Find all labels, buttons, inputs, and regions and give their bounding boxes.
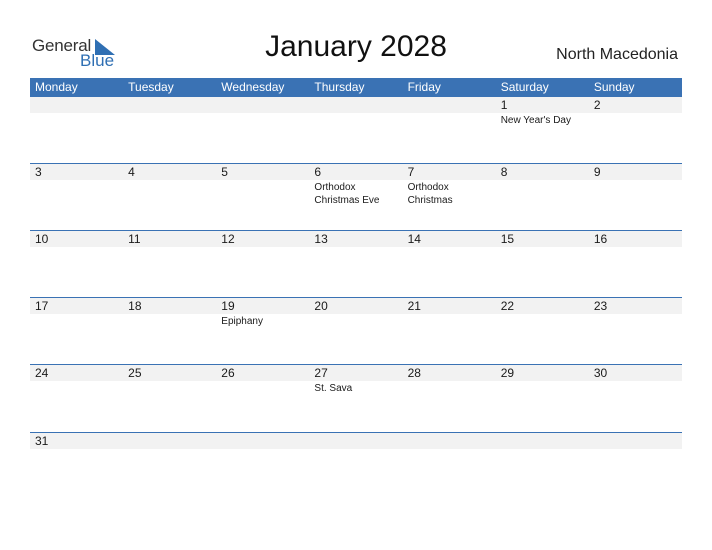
day-cell [309,365,402,395]
day-cell [123,365,216,395]
day-number [221,433,309,449]
holiday-label: St. Sava [314,383,353,394]
day-number: 15 [500,232,515,246]
day-number [408,97,496,113]
day-cell [496,433,589,449]
day-cell [496,231,589,247]
day-cell [30,97,123,127]
day-number [128,97,216,113]
weekday-tuesday: Tuesday [128,80,174,94]
day-number: 18 [128,299,142,313]
day-cell [30,164,123,207]
day-cell [309,164,402,207]
weekday-wednesday: Wednesday [221,80,285,94]
day-number: 31 [35,434,49,448]
day-cell [496,365,589,395]
day-number: 26 [221,366,235,380]
week-row [30,96,682,163]
day-cell [309,298,402,328]
day-cell [496,97,589,127]
day-cell [403,231,496,247]
day-cell [496,298,589,328]
day-number [128,433,216,449]
day-number: 19 [221,299,235,313]
day-number: 8 [500,165,508,179]
day-cell [309,433,402,449]
day-number: 29 [500,366,515,380]
day-cell [123,97,216,127]
day-number: 13 [314,232,328,246]
day-number [408,433,496,449]
day-number: 7 [407,165,415,179]
weekday-monday: Monday [35,80,78,94]
day-number: 23 [593,299,608,313]
week-row [30,432,682,453]
day-number: 30 [593,366,608,380]
day-number [501,433,589,449]
weekday-header [30,78,682,96]
day-number: 9 [593,165,601,179]
day-cell [123,164,216,207]
week-row [30,297,682,364]
day-cell [216,365,309,395]
weekday-sunday: Sunday [593,80,635,94]
day-number: 14 [407,232,421,246]
day-cell [403,433,496,449]
day-number: 10 [35,232,49,246]
day-cell [589,298,682,328]
day-cell [216,433,309,449]
day-cell [403,365,496,395]
weekday-saturday: Saturday [500,80,549,94]
day-cell [589,365,682,395]
day-cell [589,231,682,247]
day-cell [123,231,216,247]
calendar-weeks [30,96,682,453]
day-number: 5 [221,165,228,179]
day-number: 1 [500,98,508,112]
day-cell [216,231,309,247]
day-cell [309,231,402,247]
day-number: 28 [407,366,421,380]
day-cell [30,231,123,247]
day-cell [123,433,216,449]
week-row [30,364,682,432]
day-number [221,97,309,113]
day-number: 16 [593,232,608,246]
weekday-thursday: Thursday [314,80,365,94]
day-number [594,433,682,449]
page-title: January 2028 [265,30,447,63]
logo-text-general: General [32,36,92,55]
weekday-friday: Friday [407,80,441,94]
day-cell [216,164,309,207]
country-name: North Macedonia [556,46,678,63]
day-number: 25 [128,366,142,380]
day-number: 3 [35,165,42,179]
week-row [30,230,682,297]
day-cell [216,298,309,328]
day-number: 12 [221,232,235,246]
week-row [30,163,682,230]
day-cell [589,433,682,449]
calendar-grid [30,78,682,453]
holiday-label: Orthodox Christmas Eve [314,182,380,206]
day-number: 2 [593,98,601,112]
day-number [35,97,123,113]
holiday-label: Epiphany [221,316,263,327]
day-cell [403,164,496,207]
day-cell [309,97,402,127]
day-cell [496,164,589,207]
day-number: 24 [35,366,49,380]
day-cell [216,97,309,127]
day-cell [30,298,123,328]
day-cell [589,97,682,127]
day-cell [589,164,682,207]
day-number: 17 [35,299,49,313]
day-cell [123,298,216,328]
day-cell [403,298,496,328]
day-number: 6 [314,165,322,179]
day-number: 11 [128,232,141,246]
holiday-label: Orthodox Christmas [407,182,453,206]
day-number [314,97,402,113]
day-number: 20 [314,299,328,313]
day-number: 21 [407,299,421,313]
day-number: 22 [500,299,515,313]
day-number: 4 [128,165,135,179]
holiday-label: New Year's Day [500,115,571,126]
day-cell [30,433,123,449]
day-cell [30,365,123,395]
day-number: 27 [314,366,328,380]
logo-text-blue: Blue [80,51,115,70]
day-number [314,433,402,449]
day-cell [403,97,496,127]
